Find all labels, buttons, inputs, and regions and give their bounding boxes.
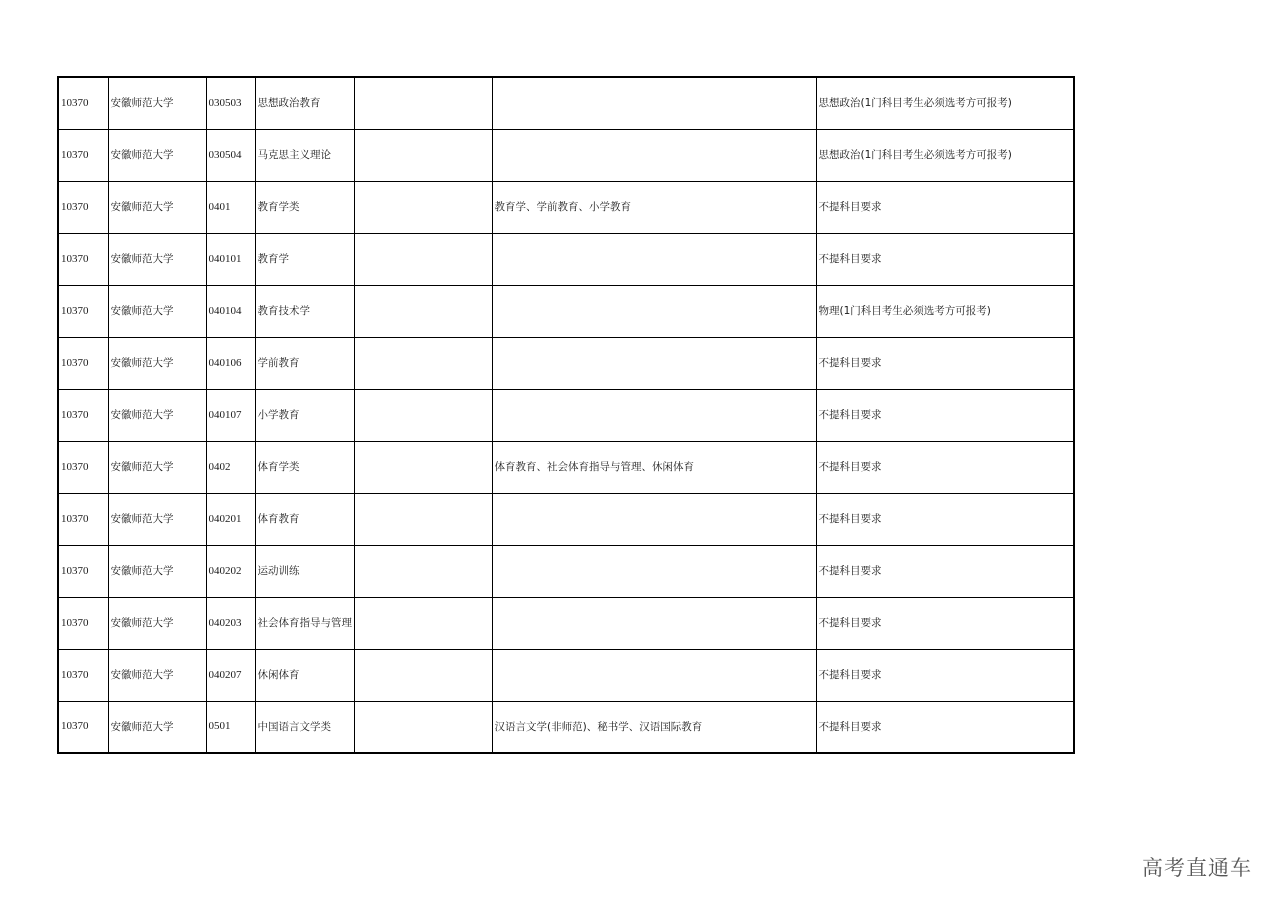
major-code-cell: 030503	[206, 77, 255, 129]
major-code-cell: 040101	[206, 233, 255, 285]
major-name-cell: 社会体育指导与管理	[255, 597, 354, 649]
major-name-cell: 教育学	[255, 233, 354, 285]
school-name-cell: 安徽师范大学	[108, 597, 206, 649]
subject-requirement-cell: 不提科目要求	[816, 441, 1074, 493]
major-code-cell: 040207	[206, 649, 255, 701]
major-name-cell: 运动训练	[255, 545, 354, 597]
school-name-cell: 安徽师范大学	[108, 181, 206, 233]
note-cell	[354, 493, 492, 545]
included-majors-cell	[492, 77, 816, 129]
note-cell	[354, 337, 492, 389]
note-cell	[354, 441, 492, 493]
major-code-cell: 040203	[206, 597, 255, 649]
school-code-cell: 10370	[58, 389, 108, 441]
subject-requirement-cell: 思想政治(1门科目考生必须选考方可报考)	[816, 129, 1074, 181]
watermark-text: 高考直通车	[1142, 856, 1252, 880]
note-cell	[354, 233, 492, 285]
included-majors-cell: 汉语言文学(非师范)、秘书学、汉语国际教育	[492, 701, 816, 753]
table-row	[58, 545, 1074, 597]
note-cell	[354, 389, 492, 441]
subject-requirement-cell: 不提科目要求	[816, 233, 1074, 285]
note-cell	[354, 129, 492, 181]
subject-requirement-cell: 不提科目要求	[816, 181, 1074, 233]
major-name-cell: 中国语言文学类	[255, 701, 354, 753]
major-code-cell: 030504	[206, 129, 255, 181]
major-name-cell: 马克思主义理论	[255, 129, 354, 181]
major-name-cell: 体育教育	[255, 493, 354, 545]
included-majors-cell	[492, 389, 816, 441]
table-row	[58, 649, 1074, 701]
major-name-cell: 休闲体育	[255, 649, 354, 701]
major-code-cell: 0402	[206, 441, 255, 493]
school-name-cell: 安徽师范大学	[108, 441, 206, 493]
school-code-cell: 10370	[58, 597, 108, 649]
major-code-cell: 0401	[206, 181, 255, 233]
major-name-cell: 教育技术学	[255, 285, 354, 337]
subject-requirement-cell: 不提科目要求	[816, 597, 1074, 649]
note-cell	[354, 181, 492, 233]
major-code-cell: 040202	[206, 545, 255, 597]
school-code-cell: 10370	[58, 337, 108, 389]
table-row	[58, 181, 1074, 233]
included-majors-cell	[492, 129, 816, 181]
subject-requirement-cell: 不提科目要求	[816, 545, 1074, 597]
included-majors-cell	[492, 649, 816, 701]
included-majors-cell	[492, 285, 816, 337]
school-code-cell: 10370	[58, 441, 108, 493]
school-code-cell: 10370	[58, 701, 108, 753]
note-cell	[354, 701, 492, 753]
major-code-cell: 0501	[206, 701, 255, 753]
note-cell	[354, 545, 492, 597]
table-row	[58, 285, 1074, 337]
major-name-cell: 学前教育	[255, 337, 354, 389]
school-name-cell: 安徽师范大学	[108, 701, 206, 753]
major-name-cell: 小学教育	[255, 389, 354, 441]
school-name-cell: 安徽师范大学	[108, 649, 206, 701]
table-row	[58, 389, 1074, 441]
note-cell	[354, 285, 492, 337]
school-code-cell: 10370	[58, 545, 108, 597]
subject-requirement-cell: 不提科目要求	[816, 493, 1074, 545]
table-row	[58, 493, 1074, 545]
included-majors-cell	[492, 545, 816, 597]
school-code-cell: 10370	[58, 181, 108, 233]
table-row	[58, 337, 1074, 389]
school-name-cell: 安徽师范大学	[108, 77, 206, 129]
school-name-cell: 安徽师范大学	[108, 389, 206, 441]
table-row	[58, 441, 1074, 493]
table-row	[58, 129, 1074, 181]
major-code-cell: 040107	[206, 389, 255, 441]
major-name-cell: 体育学类	[255, 441, 354, 493]
included-majors-cell	[492, 233, 816, 285]
major-code-cell: 040106	[206, 337, 255, 389]
major-name-cell: 思想政治教育	[255, 77, 354, 129]
subject-requirement-cell: 不提科目要求	[816, 337, 1074, 389]
table-row	[58, 597, 1074, 649]
included-majors-cell	[492, 597, 816, 649]
school-code-cell: 10370	[58, 493, 108, 545]
major-name-cell: 教育学类	[255, 181, 354, 233]
school-name-cell: 安徽师范大学	[108, 129, 206, 181]
subject-requirement-cell: 不提科目要求	[816, 389, 1074, 441]
major-code-cell: 040104	[206, 285, 255, 337]
note-cell	[354, 77, 492, 129]
school-name-cell: 安徽师范大学	[108, 337, 206, 389]
school-code-cell: 10370	[58, 649, 108, 701]
note-cell	[354, 597, 492, 649]
subject-requirement-cell: 物理(1门科目考生必须选考方可报考)	[816, 285, 1074, 337]
subject-requirements-table	[57, 76, 1075, 754]
school-code-cell: 10370	[58, 77, 108, 129]
subject-requirement-cell: 不提科目要求	[816, 649, 1074, 701]
note-cell	[354, 649, 492, 701]
included-majors-cell: 教育学、学前教育、小学教育	[492, 181, 816, 233]
school-name-cell: 安徽师范大学	[108, 493, 206, 545]
school-code-cell: 10370	[58, 129, 108, 181]
table-row	[58, 233, 1074, 285]
subject-requirement-cell: 思想政治(1门科目考生必须选考方可报考)	[816, 77, 1074, 129]
subject-requirement-cell: 不提科目要求	[816, 701, 1074, 753]
school-name-cell: 安徽师范大学	[108, 545, 206, 597]
school-code-cell: 10370	[58, 233, 108, 285]
table-row	[58, 77, 1074, 129]
included-majors-cell: 体育教育、社会体育指导与管理、休闲体育	[492, 441, 816, 493]
included-majors-cell	[492, 337, 816, 389]
school-name-cell: 安徽师范大学	[108, 233, 206, 285]
major-code-cell: 040201	[206, 493, 255, 545]
school-name-cell: 安徽师范大学	[108, 285, 206, 337]
included-majors-cell	[492, 493, 816, 545]
school-code-cell: 10370	[58, 285, 108, 337]
table-body	[58, 77, 1074, 753]
table-row	[58, 701, 1074, 753]
